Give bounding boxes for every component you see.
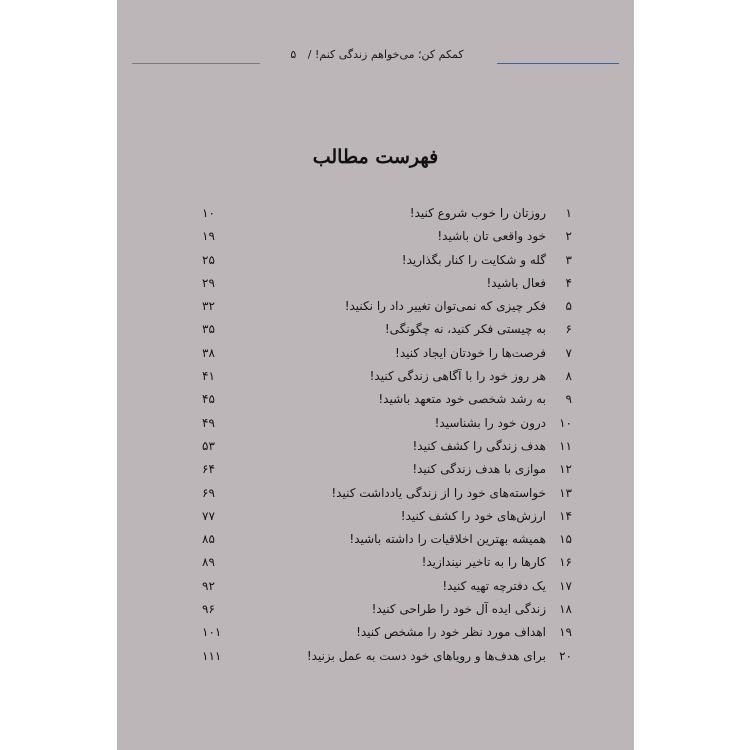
toc-entry-page: ۴۹ (202, 415, 215, 430)
toc-entry-title: زندگی ایده آل خود را طراحی کنید! (371, 602, 546, 617)
toc-entry-page: ۹۶ (202, 602, 215, 617)
toc-entry-page: ۲۵ (202, 252, 215, 267)
toc-entry-number: ۵ (565, 299, 572, 314)
book-page (117, 0, 634, 750)
toc-entry-page: ۵۳ (202, 438, 215, 453)
toc-entry-page: ۸۹ (202, 555, 215, 570)
toc-entry-title: هر روز خود را با آگاهی زندگی کنید! (369, 369, 546, 384)
toc-entry-text (370, 369, 572, 383)
toc-entry-page: ۳۵ (202, 322, 215, 337)
toc-entry (202, 532, 572, 555)
toc-list (202, 206, 572, 672)
toc-entry-number: ۱۶ (559, 555, 572, 570)
toc-entry-page: ۱۰۱ (202, 625, 222, 640)
toc-entry-number: ۱۵ (559, 532, 572, 547)
toc-entry-number: ۱۰ (559, 415, 572, 430)
toc-entry-page: ۴۵ (202, 392, 215, 407)
toc-entry-page: ۸۵ (202, 532, 215, 547)
toc-entry (202, 486, 572, 509)
toc-entry-title: خواسته‌های خود را از زندگی یادداشت کنید! (331, 485, 546, 500)
toc-entry (202, 276, 572, 299)
toc-entry-title: گله و شکایت را کنار بگذارید! (401, 252, 546, 267)
toc-entry-text (437, 229, 572, 243)
toc-entry (202, 462, 572, 485)
toc-entry-number: ۴ (565, 275, 572, 290)
running-head (277, 48, 477, 61)
toc-entry (202, 602, 572, 625)
toc-entry-number: ۶ (565, 322, 572, 337)
toc-entry-number: ۸ (565, 369, 572, 384)
toc-entry-title: درون خود را بشناسید! (434, 415, 546, 430)
toc-entry-text (410, 206, 572, 220)
toc-entry-text (349, 532, 572, 546)
toc-entry-page: ۴۱ (202, 369, 215, 384)
toc-entry (202, 346, 572, 369)
toc-entry-text (422, 555, 572, 569)
toc-entry-text (401, 509, 572, 523)
toc-entry-text (356, 625, 572, 639)
toc-entry (202, 555, 572, 578)
toc-entry-text (402, 253, 572, 267)
toc-entry-number: ۲ (565, 229, 572, 244)
toc-entry-number: ۱۲ (559, 462, 572, 477)
toc-entry-title: به رشد شخصی خود متعهد باشید! (378, 392, 546, 407)
toc-entry-title: فکر چیزی که نمی‌توان تغییر داد را نکنید! (344, 299, 546, 314)
running-separator: / (307, 48, 312, 61)
toc-entry-text (307, 649, 572, 663)
toc-entry (202, 322, 572, 345)
toc-entry-number: ۱۸ (559, 602, 572, 617)
toc-entry-number: ۱ (565, 206, 572, 220)
toc-entry-page: ۶۹ (202, 485, 215, 500)
toc-entry-number: ۱۴ (559, 508, 572, 523)
toc-entry-page: ۷۷ (202, 508, 215, 523)
toc-entry-number: ۲۰ (559, 648, 572, 663)
toc-entry (202, 229, 572, 252)
toc-entry-title: به چیستی فکر کنید، نه چگونگی! (384, 322, 546, 337)
toc-entry-title: فعال باشید! (486, 275, 546, 290)
toc-entry-text (412, 439, 572, 453)
toc-entry-text (442, 579, 572, 593)
toc-entry-page: ۶۴ (202, 462, 215, 477)
toc-entry-text (487, 276, 573, 290)
toc-entry-number: ۱۱ (559, 438, 572, 453)
toc-entry-page: ۳۸ (202, 345, 215, 360)
toc-entry-text (378, 392, 572, 406)
toc-entry-title: برای هدف‌ها و رویاهای خود دست به عمل بزنید! (306, 648, 546, 663)
toc-entry (202, 369, 572, 392)
toc-entry-title: هدف زندگی را کشف کنید! (412, 438, 546, 453)
toc-entry-page: ۱۱۱ (202, 648, 222, 663)
toc-entry-title: خود واقعی تان باشید! (437, 229, 546, 244)
toc-entry (202, 625, 572, 648)
toc-entry-number: ۳ (565, 252, 572, 267)
toc-entry (202, 206, 572, 229)
toc-entry-text (372, 602, 572, 616)
toc-entry-number: ۱۳ (559, 485, 572, 500)
toc-entry-text (345, 299, 572, 313)
page-number: ۵ (290, 48, 297, 61)
toc-entry (202, 253, 572, 276)
toc-entry-page: ۱۰ (202, 206, 215, 220)
toc-entry (202, 579, 572, 602)
toc-entry (202, 649, 572, 672)
header-rule-left (132, 63, 260, 64)
toc-entry-text (412, 462, 572, 476)
toc-entry-page: ۳۲ (202, 299, 215, 314)
toc-entry-page: ۲۹ (202, 275, 215, 290)
toc-entry-title: اهداف مورد نظر خود را مشخص کنید! (356, 625, 546, 640)
toc-entry-title: یک دفترچه تهیه کنید! (442, 578, 546, 593)
toc-entry-title: همیشه بهترین اخلاقیات را داشته باشید! (349, 532, 546, 547)
toc-entry-page: ۱۹ (202, 229, 215, 244)
toc-entry-text (435, 416, 572, 430)
toc-entry (202, 392, 572, 415)
toc-entry-title: ارزش‌های خود را کشف کنید! (400, 508, 546, 523)
toc-entry-text (395, 346, 572, 360)
toc-title: فهرست مطالب (312, 146, 439, 168)
toc-entry-number: ۱۹ (559, 625, 572, 640)
toc-entry-title: روزتان را خوب شروع کنید! (409, 206, 546, 220)
toc-entry-number: ۱۷ (559, 578, 572, 593)
header-rule-right (497, 63, 619, 64)
toc-entry-number: ۷ (565, 345, 572, 360)
toc-entry-number: ۹ (565, 392, 572, 407)
toc-entry-title: کارها را به تاخیر نیندازید! (421, 555, 546, 570)
toc-entry-title: موازی با هدف زندگی کنید! (412, 462, 546, 477)
toc-entry-text (385, 322, 572, 336)
toc-entry-text (331, 486, 572, 500)
toc-entry-title: فرصت‌ها را خودتان ایجاد کنید! (395, 345, 546, 360)
toc-entry (202, 299, 572, 322)
toc-entry (202, 509, 572, 532)
toc-entry-page: ۹۲ (202, 578, 215, 593)
running-title: کمکم کن؛ می‌خواهم زندگی کنم! (314, 48, 464, 61)
toc-entry (202, 439, 572, 462)
toc-entry (202, 416, 572, 439)
